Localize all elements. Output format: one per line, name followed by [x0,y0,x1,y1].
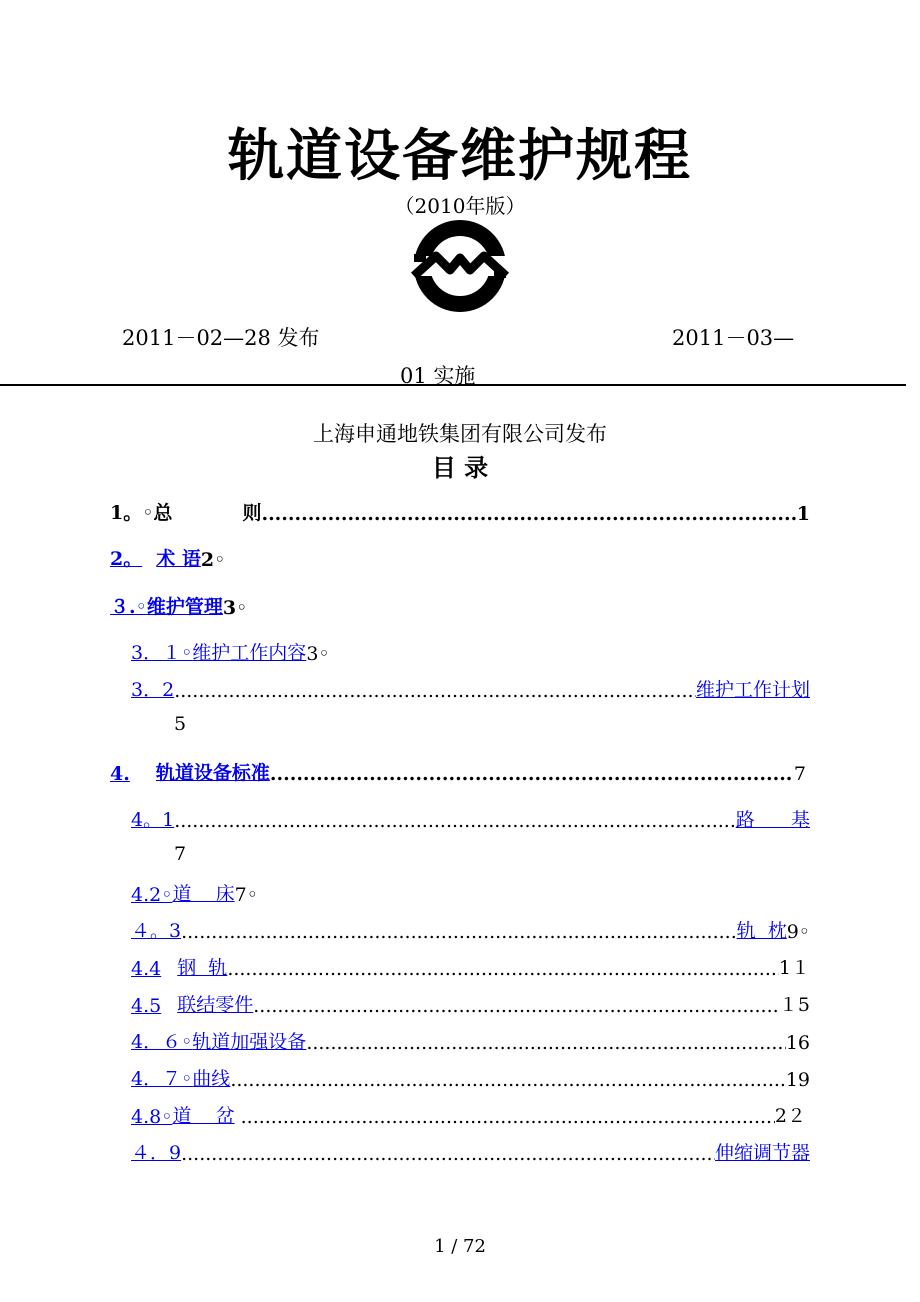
toc-leader [230,1069,786,1091]
toc-page: １5 [778,994,810,1016]
page-indicator: 1 / 72 [434,1236,486,1257]
publisher: 上海申通地铁集团有限公司发布 [313,422,607,446]
toc-label[interactable]: 钢 轨 [177,957,228,979]
toc-page: 3◦ [306,643,330,665]
toc-entry-3-1[interactable] [131,638,330,665]
implement-date-part2: 01 实施 [400,364,476,388]
toc-entry-4[interactable] [110,758,806,785]
toc-label[interactable]: 轨道加强设备 [192,1031,307,1053]
toc-label[interactable]: 道 岔 [172,1105,235,1127]
toc-num[interactable]: 4.5 [131,995,162,1017]
toc-entry-4-6[interactable] [131,1027,810,1054]
toc-num[interactable]: 2。 [110,548,143,570]
toc-leader [181,921,737,943]
toc-num[interactable]: ４。3 [131,920,182,942]
implement-date-part1: 2011－03— [672,326,795,350]
toc-label[interactable]: 轨道设备标准 [155,762,270,784]
toc-entry-4-4[interactable] [131,953,810,980]
toc-num[interactable]: 4。1 [131,809,175,831]
toc-label[interactable]: 维护工作内容 [192,642,307,664]
toc-page: 2２ [774,1105,806,1127]
toc-page: 16 [785,1032,810,1054]
toc-leader [181,1143,715,1165]
toc-entry-4-5[interactable] [131,990,810,1017]
document-title: 轨道设备维护规程 [228,124,692,189]
toc-page: 7 [793,763,806,785]
toc-page: 9◦ [786,921,810,943]
toc-label[interactable]: 维护工作计划 [695,679,810,701]
toc-leader [261,503,796,525]
toc-num[interactable]: ３.◦ [110,596,147,618]
toc-leader [174,810,736,832]
toc-num[interactable]: 3．１◦ [131,642,193,664]
toc-label[interactable]: 维护管理 [146,596,223,618]
toc-num[interactable]: 4．６◦ [131,1031,193,1053]
toc-leader [306,1032,786,1054]
toc-label[interactable]: 道 床 [172,883,235,905]
toc-heading: 目 录 [431,454,489,482]
toc-label[interactable]: 联结零件 [177,994,254,1016]
toc-label[interactable]: 术 语 [156,548,201,570]
toc-entry-4-3[interactable] [131,916,810,943]
toc-page: 19 [785,1069,810,1091]
toc-leader [241,1106,775,1128]
header-divider [0,384,906,386]
toc-label: 则 [242,502,262,524]
toc-entry-4-1[interactable] [131,805,810,832]
toc-num[interactable]: 4.8◦ [131,1106,173,1128]
toc-leader [253,995,779,1017]
toc-entry-4-2[interactable] [131,879,258,906]
toc-page: 7◦ [234,884,258,906]
toc-leader [227,958,779,980]
toc-label[interactable]: 曲线 [192,1068,231,1090]
toc-entry-2[interactable] [110,544,225,571]
toc-page: 1１ [778,957,810,979]
toc-num[interactable]: 3．2 [131,679,175,701]
toc-num[interactable]: 4.4 [131,958,162,980]
toc-num[interactable]: 4.2◦ [131,884,173,906]
toc-leader [270,763,794,785]
toc-label[interactable]: 伸缩调节器 [714,1142,810,1164]
toc-num[interactable]: 4．７◦ [131,1068,193,1090]
publish-date: 2011－02—28 发布 [122,326,320,350]
toc-page: 1 [796,503,810,525]
toc-num: 1。◦总 [110,502,173,524]
toc-page-3-2: 5 [174,713,187,735]
toc-label[interactable]: 轨 枕 [736,920,787,942]
toc-leader [174,680,696,702]
toc-page: 3◦ [222,597,248,619]
toc-entry-4-9[interactable] [131,1138,810,1165]
edition-label: （2010年版） [394,194,526,218]
toc-entry-4-7[interactable] [131,1064,810,1091]
toc-entry-4-8[interactable] [131,1101,806,1128]
toc-entry-3-2[interactable] [131,675,810,702]
toc-num[interactable]: ４．9 [131,1142,182,1164]
toc-label[interactable]: 路 基 [735,809,810,831]
toc-entry-3[interactable] [110,592,247,619]
toc-page-4-1: 7 [174,843,187,865]
toc-page: 2◦ [200,549,226,571]
shanghai-metro-logo-icon [410,218,510,314]
toc-entry-1[interactable] [110,498,810,525]
toc-num[interactable]: 4. [110,763,130,785]
